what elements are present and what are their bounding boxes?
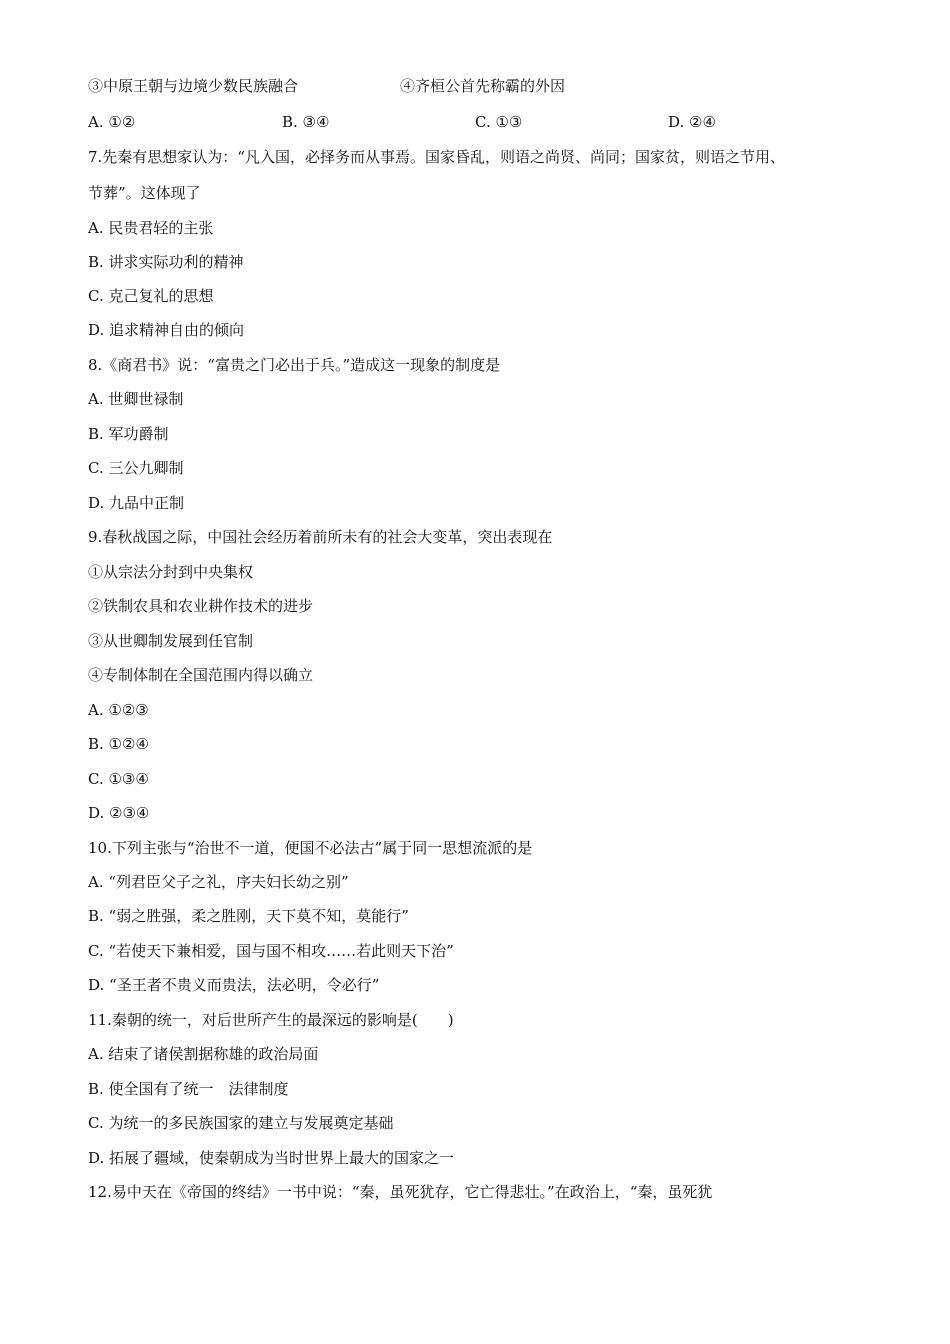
q7-option-d[interactable]: D. 追求精神自由的倾向 <box>88 321 245 339</box>
q11-option-d[interactable]: D. 拓展了疆域，使秦朝成为当时世界上最大的国家之一 <box>88 1149 455 1167</box>
q9-item-1: ①从宗法分封到中央集权 <box>88 563 254 581</box>
q9-item-2: ②铁制农具和农业耕作技术的进步 <box>88 597 314 615</box>
q11-option-c[interactable]: C. 为统一的多民族国家的建立与发展奠定基础 <box>88 1114 394 1132</box>
q8-stem: 8.《商君书》说：“富贵之门必出于兵。”造成这一现象的制度是 <box>88 356 501 374</box>
q10-option-b[interactable]: B. “弱之胜强，柔之胜刚，天下莫不知，莫能行” <box>88 907 409 925</box>
q8-option-a[interactable]: A. 世卿世禄制 <box>88 390 184 408</box>
q11-stem: 11.秦朝的统一，对后世所产生的最深远的影响是( ) <box>88 1011 454 1029</box>
q8-option-b[interactable]: B. 军功爵制 <box>88 425 169 443</box>
q10-option-d[interactable]: D. “圣王者不贵义而贵法，法必明，令必行” <box>88 976 380 994</box>
q9-stem: 9.春秋战国之际，中国社会经历着前所未有的社会大变革，突出表现在 <box>88 528 553 546</box>
q6-option-b[interactable]: B. ③④ <box>282 113 330 131</box>
q11-option-b[interactable]: B. 使全国有了统一 法律制度 <box>88 1080 289 1098</box>
q9-item-3: ③从世卿制发展到任官制 <box>88 632 254 650</box>
q10-option-a[interactable]: A. “列君臣父子之礼，序夫妇长幼之别” <box>88 873 349 891</box>
q9-option-a[interactable]: A. ①②③ <box>88 701 149 719</box>
q9-item-4: ④专制体制在全国范围内得以确立 <box>88 666 314 684</box>
q6-item-3: ③中原王朝与边境少数民族融合 <box>88 77 299 95</box>
q7-option-c[interactable]: C. 克己复礼的思想 <box>88 287 214 305</box>
q9-option-c[interactable]: C. ①③④ <box>88 770 149 788</box>
q7-stem-line2: 节葬”。这体现了 <box>88 184 201 202</box>
q8-option-d[interactable]: D. 九品中正制 <box>88 494 185 512</box>
q10-option-c[interactable]: C. “若使天下兼相爱，国与国不相攻……若此则天下治” <box>88 942 454 960</box>
q6-item-4: ④齐桓公首先称霸的外因 <box>400 77 566 95</box>
q6-option-d[interactable]: D. ②④ <box>668 113 716 131</box>
q6-option-c[interactable]: C. ①③ <box>475 113 523 131</box>
q9-option-d[interactable]: D. ②③④ <box>88 804 150 822</box>
q8-option-c[interactable]: C. 三公九卿制 <box>88 459 184 477</box>
q6-option-a[interactable]: A. ①② <box>88 113 136 131</box>
q11-option-a[interactable]: A. 结束了诸侯割据称雄的政治局面 <box>88 1045 319 1063</box>
q9-option-b[interactable]: B. ①②④ <box>88 735 149 753</box>
q7-option-a[interactable]: A. 民贵君轻的主张 <box>88 219 214 237</box>
q7-stem-line1: 7.先秦有思想家认为：“凡入国，必择务而从事焉。国家昏乱，则语之尚贤、尚同；国家贫，则语之节用、 <box>88 148 785 166</box>
q10-stem: 10.下列主张与“治世不一道，便国不必法古”属于同一思想流派的是 <box>88 839 533 857</box>
q7-option-b[interactable]: B. 讲求实际功利的精神 <box>88 253 244 271</box>
q12-stem: 12.易中天在《帝国的终结》一书中说：“秦，虽死犹存，它亡得悲壮。”在政治上，“秦，虽死犹 <box>88 1183 713 1201</box>
